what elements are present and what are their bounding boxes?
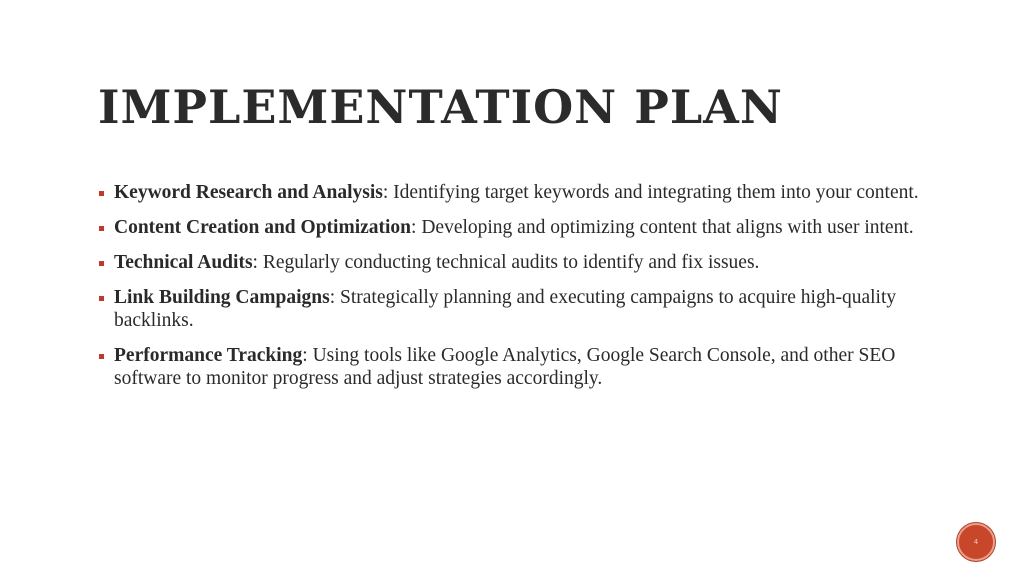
bullet-square-icon [99,354,104,359]
bullet-text: Strategically planning and executing campaigns to acquire high-quality backlinks. [114,287,897,331]
bullet-text: Developing and optimizing content that aligns with user intent. [421,217,914,238]
bullet-term: Performance Tracking [114,345,303,366]
bullet-square-icon [99,226,104,231]
bullet-separator: : [252,252,263,273]
bullet-list [98,181,928,402]
bullet-text: Using tools like Google Analytics, Google Search Console, and other SEO software to monitor progress and adjust strategies accordingly. [114,345,896,389]
bullet-square-icon [99,191,104,196]
bullet-square-icon [99,296,104,301]
bullet-text: Identifying target keywords and integrating them into your content. [393,182,919,203]
slide-number-badge: 4 [957,523,995,561]
bullet-item-link-building [98,286,928,332]
bullet-square-icon [99,261,104,266]
bullet-separator: : [382,182,394,203]
bullet-term: Link Building Campaigns [114,287,330,308]
bullet-term: Keyword Research and Analysis [114,182,383,203]
bullet-term: Content Creation and Optimization [114,217,412,238]
bullet-text: Regularly conducting technical audits to identify and fix issues. [262,252,760,273]
bullet-item-performance-tracking [98,344,928,390]
bullet-separator: : [302,345,313,366]
bullet-term: Technical Audits [114,252,253,273]
bullet-item-keyword-research [98,181,928,204]
bullet-item-technical-audits [98,251,928,274]
slide-title: IMPLEMENTATION PLAN [98,80,783,134]
bullet-separator: : [411,217,422,238]
bullet-separator: : [329,287,340,308]
bullet-item-content-creation [98,216,928,239]
